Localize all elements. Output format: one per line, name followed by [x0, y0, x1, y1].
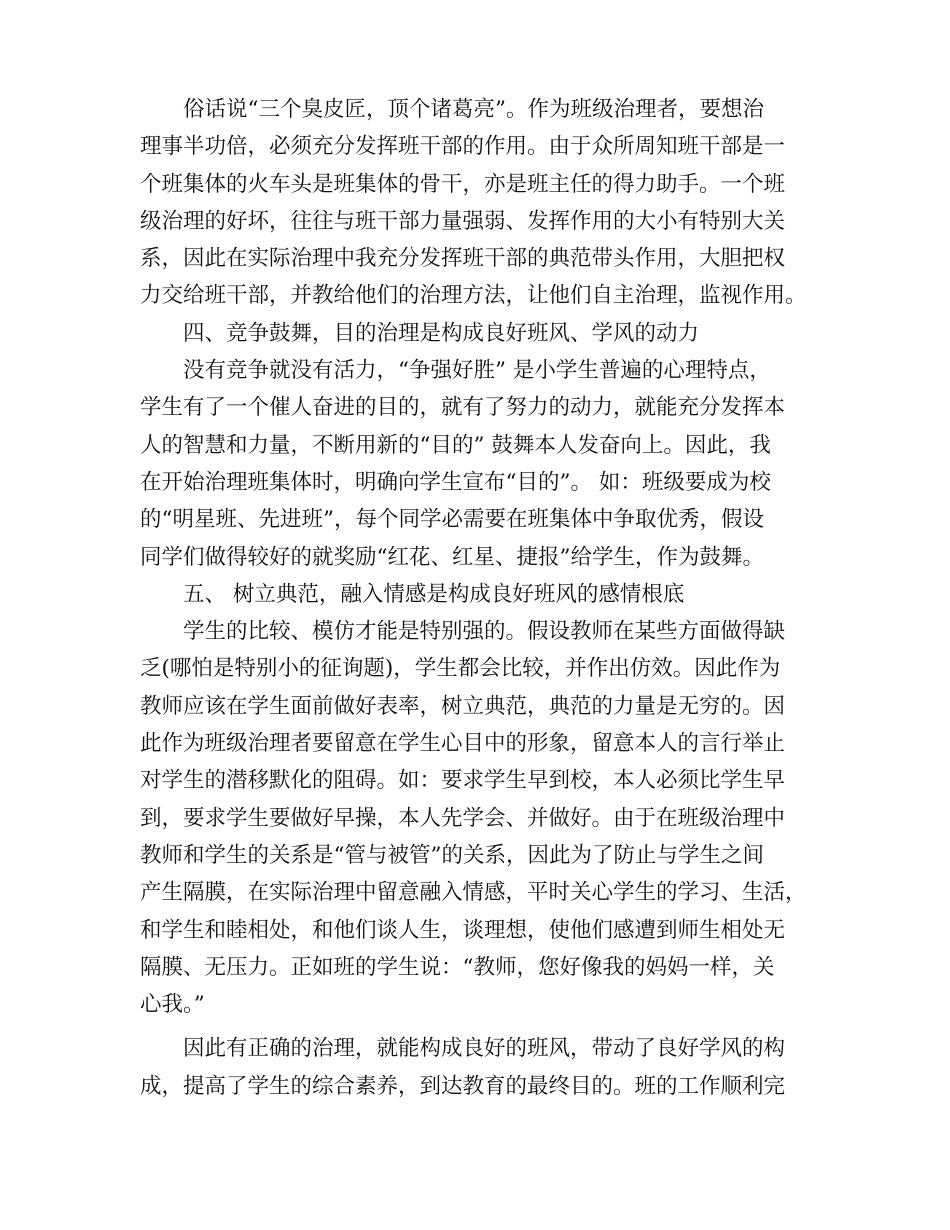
text-line: 力交给班干部，并教给他们的治理方法，让他们自主治理，监视作用。 — [140, 283, 807, 309]
text-line: 级治理的好坏，往往与班干部力量强弱、发挥作用的大小有特别大关 — [140, 208, 786, 234]
text-line: 教师应该在学生面前做好表率，树立典范，典范的力量是无穷的。因 — [140, 693, 786, 719]
text-line: 没有竞争就没有活力，“争强好胜” 是小学生普遍的心理特点， — [183, 358, 771, 384]
text-line: 个班集体的火车头是班集体的骨干，亦是班主任的得力助手。一个班 — [140, 171, 786, 197]
paragraph-competition — [140, 352, 830, 576]
text-line: 乏(哪怕是特别小的征询题)，学生都会比较，并作出仿效。因此作为 — [140, 656, 781, 682]
text-line: 因此有正确的治理，就能构成良好的班风，带动了良好学风的构 — [183, 1036, 786, 1062]
text-line: 同学们做得较好的就奖励“红花、红星、捷报”给学生，作为鼓舞。 — [140, 544, 764, 570]
text-line: 隔膜、无压力。正如班的学生说：“教师，您好像我的妈妈一样，关 — [140, 954, 775, 980]
section-heading-four — [140, 315, 830, 352]
text-line: 人的智慧和力量，不断用新的“目的” 鼓舞本人发奋向上。因此，我 — [140, 432, 771, 458]
text-line: 成，提高了学生的综合素养，到达教育的最终目的。班的工作顺利完 — [140, 1073, 786, 1099]
section-heading-text: 四、竞争鼓舞，目的治理是构成良好班风、学风的动力 — [183, 320, 700, 346]
text-line: 系，因此在实际治理中我充分发挥班干部的典范带头作用，大胆把权 — [140, 246, 786, 272]
text-line: 产生隔膜，在实际治理中留意融入情感，平时关心学生的学习、生活， — [140, 880, 807, 906]
text-line: 到，要求学生要做好早操，本人先学会、并做好。由于在班级治理中 — [140, 805, 786, 831]
text-line: 心我。” — [140, 992, 205, 1018]
text-line: 学生有了一个催人奋进的目的，就有了努力的动力，就能充分发挥本 — [140, 395, 786, 421]
text-line: 和学生和睦相处，和他们谈人生，谈理想，使他们感遭到师生相处无 — [140, 917, 786, 943]
text-line: 在开始治理班集体时，明确向学生宣布“目的”。 如：班级要成为校 — [140, 469, 771, 495]
text-line: 理事半功倍，必须充分发挥班干部的作用。由于众所周知班干部是一 — [140, 134, 786, 160]
text-line: 俗话说“三个臭皮匠，顶个诸葛亮”。作为班级治理者，要想治 — [183, 97, 764, 122]
section-heading-text: 五、 树立典范，融入情感是构成良好班风的感情根底 — [183, 581, 685, 607]
text-line: 此作为班级治理者要留意在学生心目中的形象，留意本人的言行举止 — [140, 731, 786, 757]
text-line: 学生的比较、模仿才能是特别强的。假设教师在某些方面做得缺 — [183, 619, 786, 645]
text-line: 的“明星班、先进班”，每个同学必需要在班集体中争取优秀，假设 — [140, 507, 764, 533]
text-line: 对学生的潜移默化的阻碍。如：要求学生早到校，本人必须比学生早 — [140, 768, 786, 794]
document-body — [140, 91, 830, 1105]
paragraph-conclusion — [140, 1030, 830, 1105]
paragraph-role-model — [140, 613, 830, 1023]
paragraph-class-cadres — [140, 91, 830, 315]
text-line: 教师和学生的关系是“管与被管”的关系，因此为了防止与学生之间 — [140, 842, 764, 868]
section-heading-five — [140, 576, 830, 613]
